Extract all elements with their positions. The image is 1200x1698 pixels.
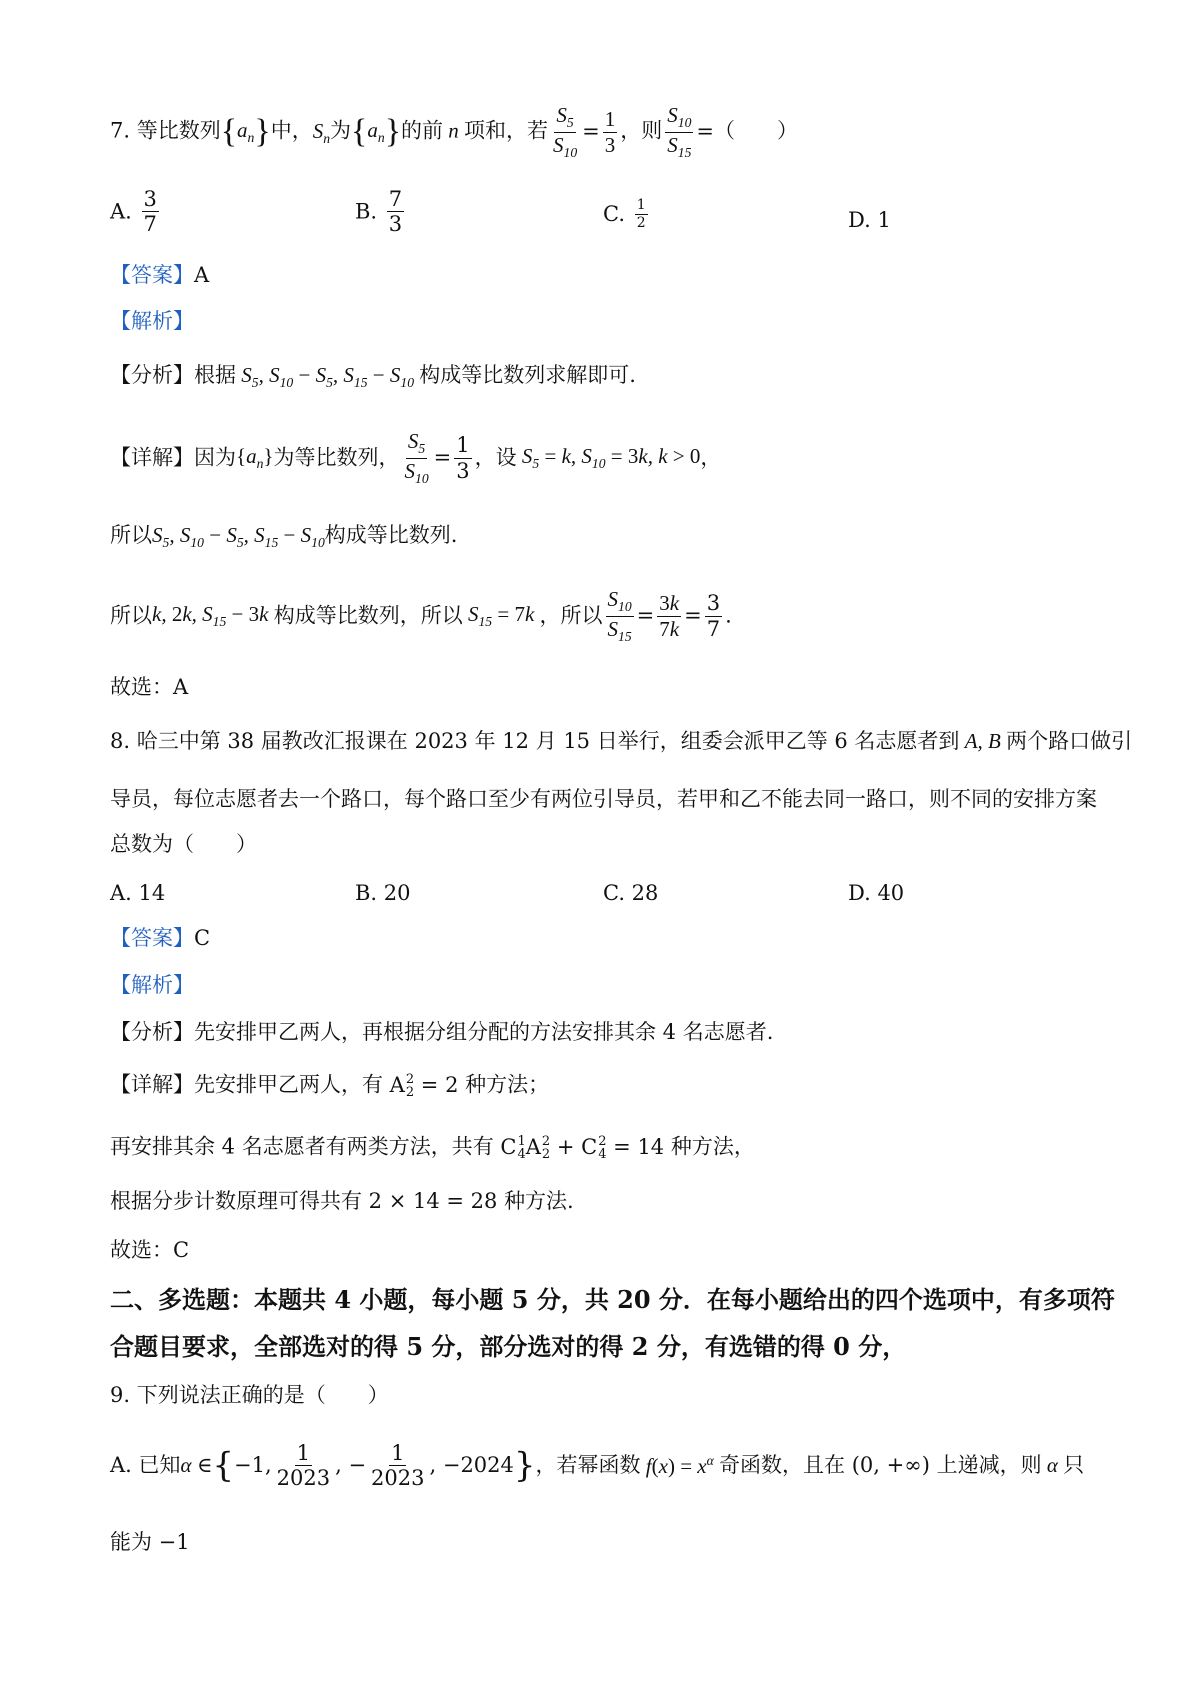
q7-option-a: A. $\frac{3}{7}$ (110, 187, 157, 237)
section2-heading-line1: 二、多选题：本题共 4 小题，每小题 5 分，共 20 分．在每小题给出的四个选项中，有多项符 (110, 1285, 1115, 1314)
q7-seq-an: $\{a_n\}$ (220, 113, 271, 151)
q8-option-c: C. 28 (603, 881, 659, 905)
q7-option-b: B. $\frac{7}{3}$ (355, 187, 403, 237)
q7-conclusion: 故选：A (110, 675, 189, 699)
q7-fenxi: 【分析】根据 $S_5$, $S_{10} - S_5$, $S_{15} - S_{10}$ 构成等比数列求解即可. (110, 363, 636, 391)
q8-stem-line1: 8. 哈三中第 38 届教改汇报课在 2023 年 12 月 15 日举行，组委会派甲乙等 6 名志愿者到 A, B 两个路口做引 (110, 729, 1133, 753)
q7-stem: 7. 等比数列$\{a_n\}$中，$S_n$为$\{a_n\}$的前 n 项和，若 $\frac{S_5}{S_{10}}$ = $\frac{1}{3}$ ，则 $\frac{S_{10}}{S_{15}}$ =（ ） (110, 103, 799, 160)
q7-option-d: D. 1 (848, 208, 891, 232)
q8-option-d: D. 40 (848, 881, 905, 905)
q7-xiangjie: 【详解】因为$\{a_n\}$为等比数列， $\frac{S_5}{S_{10}}$ = $\frac{1}{3}$ ，设 $S_5 = k$, $S_{10} = 3k$, k > 0， (110, 429, 722, 486)
q7-answer: 【答案】A (110, 263, 210, 287)
q7-option-c: C. $\frac{1}{2}$ (603, 197, 646, 231)
q7-ratio-asked: $\frac{S_{10}}{S_{15}}$ (667, 103, 692, 160)
q8-stem-line3: 总数为（ ） (110, 832, 257, 856)
q8-analysis-heading: 【解析】 (110, 973, 194, 997)
q9-option-a: A. 已知α ∈{−1, $\frac{1}{2023}$ , − $\frac{1}{2023}$ , −2024}，若幂函数 $f(x) = x^\alpha$ 奇函数，且在 (0, +∞) 上递减，则 α 只 (110, 1441, 1085, 1491)
q8-option-a: A. 14 (110, 881, 166, 905)
q8-conclusion: 故选：C (110, 1238, 190, 1262)
section2-heading-line2: 合题目要求，全部选对的得 5 分，部分选对的得 2 分，有选错的得 0 分， (110, 1332, 907, 1361)
q8-xiangjie: 【详解】先安排甲乙两人，有 A 2 2 = 2 种方法； (110, 1072, 550, 1100)
q7-ratio-given: $\frac{S_5}{S_{10}}$ (553, 103, 578, 160)
q8-option-b: B. 20 (355, 881, 411, 905)
q7-stem-text: 7. 等比数列 (110, 118, 221, 143)
q8-step-2: 根据分步计数原理可得共有 2 × 14 = 28 种方法. (110, 1189, 574, 1213)
q7-step-1: 所以$S_5$, $S_{10} - S_5$, $S_{15} - S_{10}$构成等比数列. (110, 523, 458, 551)
q8-answer: 【答案】C (110, 926, 211, 950)
q9-stem: 9. 下列说法正确的是（ ） (110, 1383, 389, 1407)
q7-step-2: 所以k, 2k, $S_{15} - 3k$ 构成等比数列，所以 $S_{15} = 7k$ ，所以 $\frac{S_{10}}{S_{15}}$ = $\frac{3k}{7k}$ = $\frac{3}{7}$ . (110, 587, 732, 644)
q9-option-a-cont: 能为 −1 (110, 1530, 190, 1554)
q8-step-1: 再安排其余 4 名志愿者有两类方法，共有 C 1 4 A 2 2 + C 2 4 = 14 种方法， (110, 1134, 755, 1162)
q8-stem-line2: 导员，每位志愿者去一个路口，每个路口至少有两位引导员，若甲和乙不能去同一路口，则不同的安排方案 (110, 787, 1097, 811)
q8-fenxi: 【分析】先安排甲乙两人，再根据分组分配的方法安排其余 4 名志愿者. (110, 1020, 774, 1044)
q7-analysis-heading: 【解析】 (110, 309, 194, 333)
